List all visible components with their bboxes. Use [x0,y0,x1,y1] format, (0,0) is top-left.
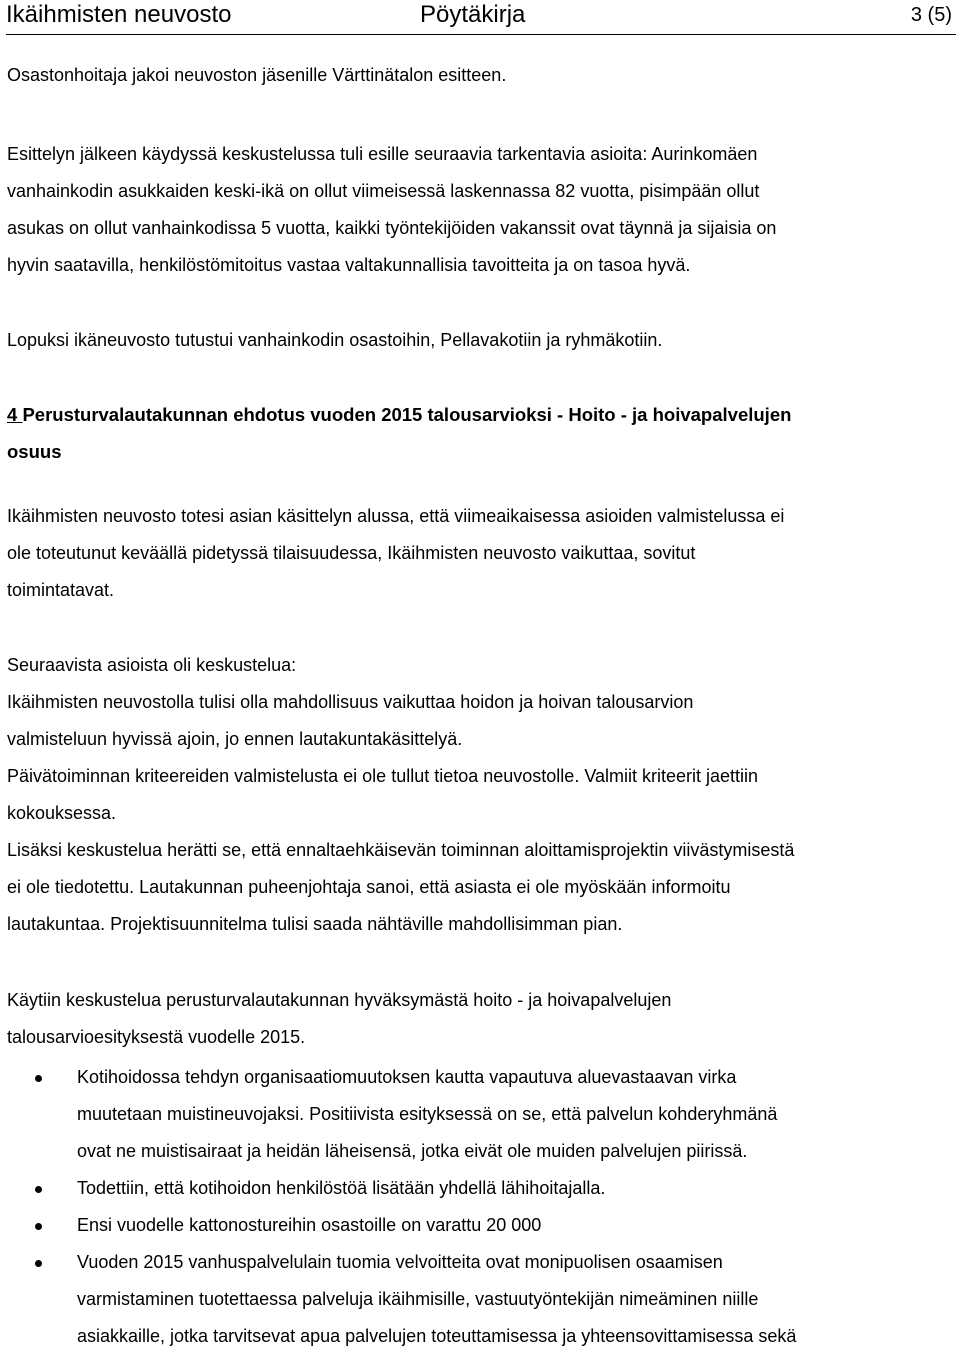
paragraph-council-statement [7,498,957,609]
paragraph-line: Ikäihmisten neuvostolla tulisi olla mahdollisuus vaikuttaa hoidon ja hoivan talousarvion [7,692,694,712]
paragraph-line: Lopuksi ikäneuvosto tutustui vanhainkodin osastoihin, Pellavakotiin ja ryhmäkotiin. [7,330,663,350]
bullet-list [7,1059,957,1355]
header-document-type: Pöytäkirja [420,1,526,28]
paragraph-line: ei ole tiedotettu. Lautakunnan puheenjohtaja sanoi, että asiasta ei ole myöskään informoitu [7,877,731,897]
section-heading-line: osuus [7,441,62,462]
list-item [7,1207,957,1244]
paragraph-brochure [7,57,957,94]
list-item [7,1170,957,1207]
section-heading-line [7,396,957,433]
list-item-line: Kotihoidossa tehdyn organisaatiomuutoksen kautta vapautuva aluevastaavan virka [77,1067,737,1087]
paragraph-line: lautakuntaa. Projektisuunnitelma tulisi saada nähtäville mahdollisimman pian. [7,914,623,934]
paragraph-line: Ikäihmisten neuvosto totesi asian käsittelyn alussa, että viimeaikaisessa asioiden valmistelussa ei [7,506,785,526]
paragraph-visit [7,322,957,359]
paragraph-line: talousarvioesityksestä vuodelle 2015. [7,1027,306,1047]
paragraph-discussion-points [7,647,957,943]
page-header [6,0,956,35]
paragraph-line: toimintatavat. [7,580,115,600]
section-heading [7,396,957,470]
section-title: Perusturvalautakunnan ehdotus vuoden 2015 talousarvioksi - Hoito - ja hoivapalvelujen [22,404,792,425]
section-number: 4 [7,404,18,425]
list-item-line: varmistaminen tuotettaessa palveluja ikäihmisille, vastuutyöntekijän nimeäminen niille [77,1289,759,1309]
bullet-icon [35,1260,42,1267]
paragraph-line: asukas on ollut vanhainkodissa 5 vuotta, kaikki työntekijöiden vakanssit ovat täynnä ja sijaisia on [7,218,777,238]
list-item-line: asiakkaille, jotka tarvitsevat apua palvelujen toteuttamisessa ja yhteensovittamisessa sekä [77,1326,797,1346]
list-item-line: muutetaan muistineuvojaksi. Positiivista esityksessä on se, että palvelun kohderyhmänä [77,1104,778,1124]
paragraph-line: Käytiin keskustelua perusturvalautakunnan hyväksymästä hoito - ja hoivapalvelujen [7,990,672,1010]
paragraph-line: vanhainkodin asukkaiden keski-ikä on ollut viimeisessä laskennassa 82 vuotta, pisimpään ollut [7,181,760,201]
list-item-line: Todettiin, että kotihoidon henkilöstöä lisätään yhdellä lähihoitajalla. [77,1178,606,1198]
paragraph-budget-discussion [7,982,957,1056]
paragraph-line: kokouksessa. [7,803,117,823]
header-page-number: 3 (5) [910,4,952,26]
paragraph-line: hyvin saatavilla, henkilöstömitoitus vastaa valtakunnallisia tavoitteita ja on tasoa hyvä. [7,255,691,275]
paragraph-line: Lisäksi keskustelua herätti se, että ennaltaehkäisevän toiminnan aloittamisprojektin viivästymisestä [7,840,795,860]
bullet-icon [35,1223,42,1230]
list-item-line: ovat ne muistisairaat ja heidän läheisensä, jotka eivät ole muiden palvelujen piirissä. [77,1141,748,1161]
paragraph-line: ole toteutunut keväällä pidetyssä tilaisuudessa, Ikäihmisten neuvosto vaikuttaa, sovitut [7,543,696,563]
list-item [7,1059,957,1170]
list-item-line: Ensi vuodelle kattonostureihin osastoille on varattu 20 000 [77,1215,542,1235]
paragraph-line: valmisteluun hyvissä ajoin, jo ennen lautakuntakäsittelyä. [7,729,463,749]
bullet-icon [35,1186,42,1193]
paragraph-line: Seuraavista asioista oli keskustelua: [7,655,297,675]
paragraph-line: Osastonhoitaja jakoi neuvoston jäsenille Värttinätalon esitteen. [7,65,507,85]
paragraph-line: Päivätoiminnan kriteereiden valmistelusta ei ole tullut tietoa neuvostolle. Valmiit kriteerit jaettiin [7,766,759,786]
paragraph-discussion [7,136,957,284]
list-item [7,1244,957,1355]
bullet-icon [35,1075,42,1082]
header-organization: Ikäihmisten neuvosto [6,1,232,28]
paragraph-line: Esittelyn jälkeen käydyssä keskustelussa tuli esille seuraavia tarkentavia asioita: Aurinkomäen [7,144,758,164]
list-item-line: Vuoden 2015 vanhuspalvelulain tuomia velvoitteita ovat monipuolisen osaamisen [77,1252,723,1272]
